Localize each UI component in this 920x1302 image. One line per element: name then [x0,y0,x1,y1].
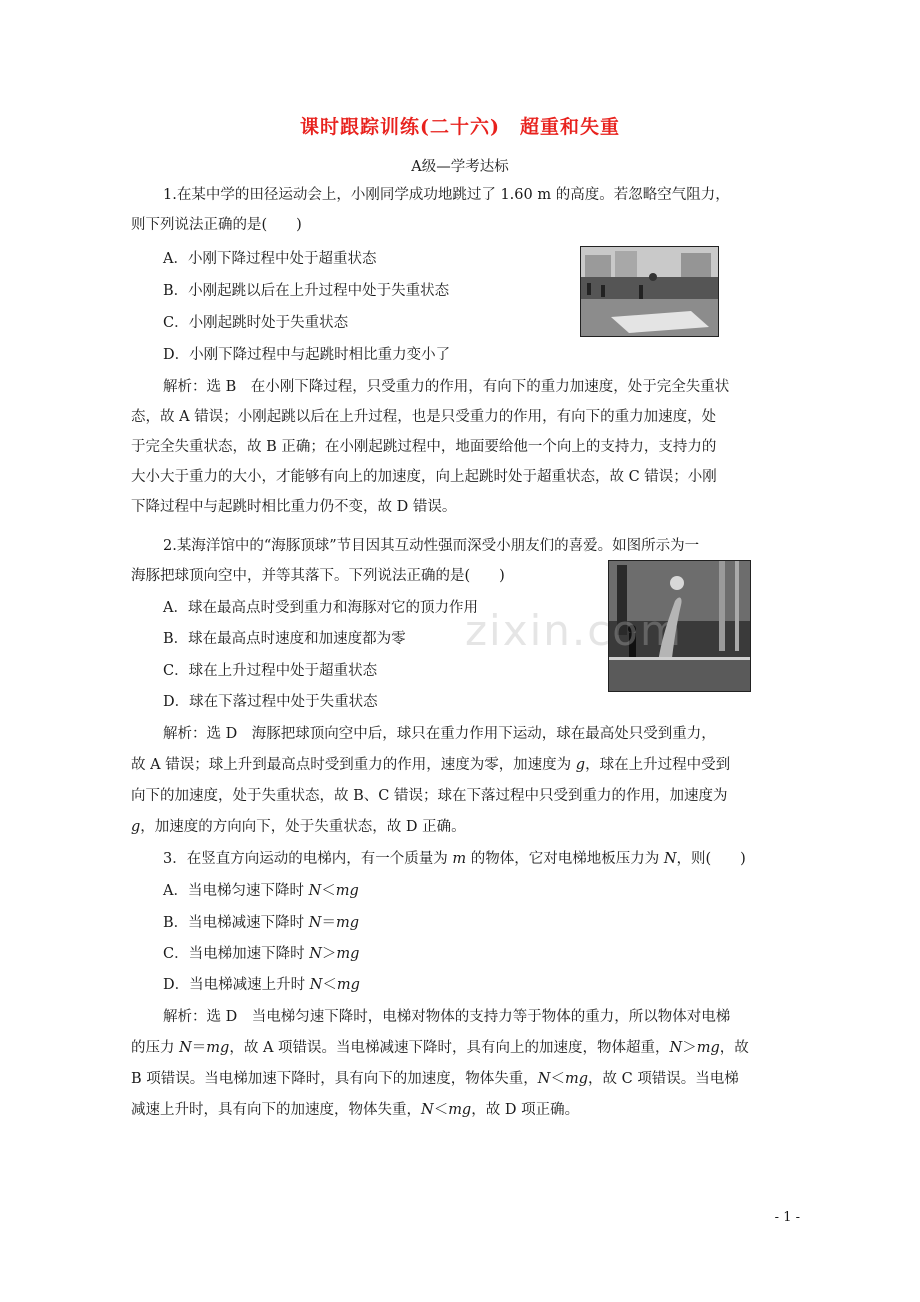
q2-option-a: A．球在最高点时受到重力和海豚对它的顶力作用 [163,600,478,616]
q3-answer-line-3-lt: ＜ [550,1071,565,1087]
q1-stem-line-2: 则下列说法正确的是( ) [131,217,302,233]
q2-stem-line-2: 海豚把球顶向空中，并等其落下。下列说法正确的是( ) [131,568,505,584]
q3-option-b-text: B．当电梯减速下降时 [163,915,309,931]
q3-var-m: m [452,851,467,867]
q1-answer-line-5: 下降过程中与起跳时相比重力仍不变，故 D 错误。 [131,499,457,515]
q3-option-a-mg: mg [335,883,359,899]
high-jump-photo-image [581,247,718,336]
q3-stem-text-b: 的物体，它对电梯地板压力为 [466,851,664,867]
q2-answer-var-g-2: g [131,819,141,835]
q3-answer-line-1: 解析：选 D 当电梯匀速下降时，电梯对物体的支持力等于物体的重力，所以物体对电梯 [163,1009,731,1025]
q3-answer-line-2-n: N [179,1040,192,1056]
watermark: zixin.com [465,606,683,655]
q2-answer-line-2-text-b: ，球在上升过程中受到 [585,757,731,773]
q2-answer-line-3: 向下的加速度，处于失重状态，故 B、C 错误；球在下落过程中只受到重力的作用，加速度为 [131,788,728,804]
q3-answer-line-3-n: N [537,1071,551,1087]
q3-option-a-text: A．当电梯匀速下降时 [163,883,309,899]
q3-var-n: N [663,851,677,867]
q3-option-d [163,975,360,995]
q1-option-b: B．小刚起跳以后在上升过程中处于失重状态 [163,283,450,299]
q3-stem [163,849,746,869]
q1-option-c: C．小刚起跳时处于失重状态 [163,315,349,331]
q3-option-d-op: ＜ [322,977,337,993]
q3-option-d-mg: mg [336,977,360,993]
q3-option-c [163,944,359,964]
q3-answer-line-2-n2: N [669,1040,683,1056]
q3-answer-line-2-text-c: ，故 [719,1040,749,1056]
page-title: 课时跟踪训练(二十六) 超重和失重 [300,116,620,138]
q2-option-c: C．球在上升过程中处于超重状态 [163,663,378,679]
q3-answer-line-4-mg: mg [448,1102,472,1118]
q3-answer-line-3-mg: mg [564,1071,588,1087]
q3-answer-line-2 [131,1038,749,1058]
q2-stem-line-1: 2.某海洋馆中的“海豚顶球”节目因其互动性强而深受小朋友们的喜爱。如图所示为一 [163,538,700,554]
q1-answer-line-1: 解析：选 B 在小刚下降过程，只受重力的作用，有向下的重力加速度，处于完全失重状 [163,379,730,395]
q3-answer-line-4-text-b: ，故 D 项正确。 [471,1102,580,1118]
q3-option-a [163,881,359,901]
q3-option-b [163,913,359,933]
q3-answer-line-2-text-a: 的压力 [131,1040,180,1056]
q2-answer-line-2-text-a: 故 A 错误；球上升到最高点时受到重力的作用，速度为零，加速度为 [131,757,576,773]
q3-answer-line-2-text-b: ，故 A 项错误。当电梯减速下降时，具有向上的加速度，物体超重， [229,1040,670,1056]
q2-option-d: D．球在下落过程中处于失重状态 [163,694,378,710]
q3-option-b-op: ＝ [321,915,336,931]
q2-answer-line-1: 解析：选 D 海豚把球顶向空中后，球只在重力作用下运动，球在最高处只受到重力， [163,726,716,742]
q3-answer-line-4-lt: ＜ [433,1102,449,1118]
q3-option-d-n: N [309,977,323,993]
q1-answer-line-4: 大小大于重力的大小，才能够有向上的加速度，向上起跳时处于超重状态，故 C 错误；小刚 [131,469,717,485]
q3-option-b-mg: mg [335,915,359,931]
section-subtitle: A级—学考达标 [411,159,509,175]
q3-option-c-op: ＞ [321,946,337,962]
high-jump-photo [580,246,719,337]
q3-answer-line-4 [131,1100,579,1120]
q2-answer-line-4 [131,817,466,837]
q3-answer-line-2-mg2: mg [696,1040,720,1056]
q3-answer-line-3 [131,1069,739,1089]
q3-option-a-op: ＜ [321,883,336,899]
q2-answer-var-g: g [575,757,586,773]
q3-answer-line-4-n: N [421,1102,434,1118]
q3-answer-line-2-gt: ＞ [682,1040,697,1056]
q3-answer-line-3-text-b: ，故 C 项错误。当电梯 [588,1071,739,1087]
q3-option-c-text: C．当电梯加速下降时 [163,946,310,962]
q3-option-c-n: N [309,946,322,962]
q3-stem-text-c: ，则( ) [676,851,746,867]
q1-answer-line-2: 态，故 A 错误；小刚起跳以后在上升过程，也是只受重力的作用，有向下的重力加速度，处 [131,409,717,425]
q3-option-b-n: N [308,915,322,931]
q2-answer-line-2 [131,755,730,775]
q3-option-a-n: N [308,883,322,899]
q3-answer-line-2-eq: ＝ [191,1040,207,1056]
q1-option-d: D．小刚下降过程中与起跳时相比重力变小了 [163,347,451,363]
q1-option-a: A．小刚下降过程中处于超重状态 [163,251,377,267]
q3-stem-text-a: 3．在竖直方向运动的电梯内，有一个质量为 [163,851,453,867]
q1-answer-line-3: 于完全失重状态，故 B 正确；在小刚起跳过程中，地面要给他一个向上的支持力，支持力的 [131,439,717,455]
q3-option-c-mg: mg [336,946,360,962]
q3-answer-line-2-mg: mg [206,1040,230,1056]
q3-answer-line-4-text-a: 减速上升时，具有向下的加速度，物体失重， [131,1102,421,1118]
q3-answer-line-3-text-a: B 项错误。当电梯加速下降时，具有向下的加速度，物体失重， [131,1071,538,1087]
q1-stem-line-1: 1.在某中学的田径运动会上，小刚同学成功地跳过了 1.60 m 的高度。若忽略空气阻力， [163,187,730,203]
q3-option-d-text: D．当电梯减速上升时 [163,977,310,993]
q2-answer-line-4-text: ，加速度的方向向下，处于失重状态，故 D 正确。 [140,819,466,835]
q2-option-b: B．球在最高点时速度和加速度都为零 [163,631,406,647]
page-number: - 1 - [774,1210,800,1225]
